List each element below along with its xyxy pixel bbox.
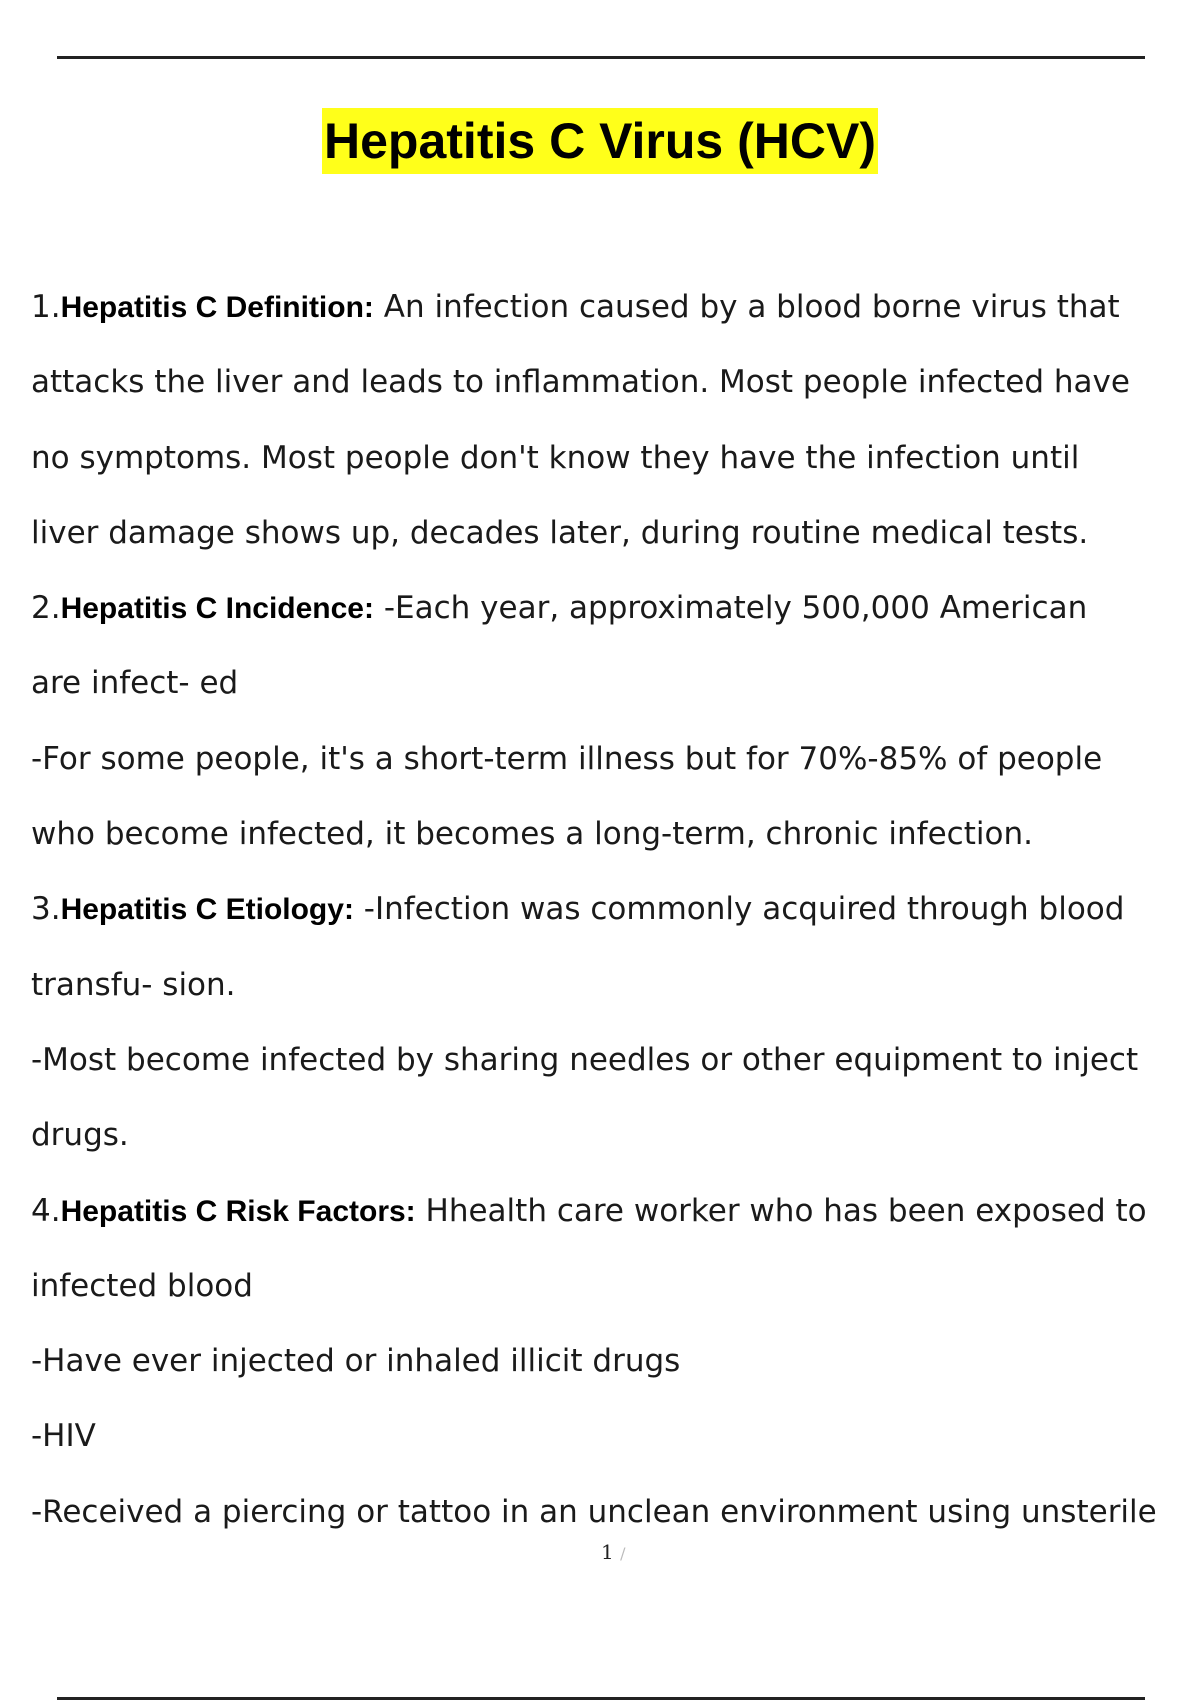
item-term: Hepatitis C Incidence: <box>60 592 374 626</box>
item-text: -Each year, approximately 500,000 American <box>373 590 1088 627</box>
item-term: Hepatitis C Definition: <box>60 291 374 324</box>
item-1-first-line <box>31 270 1200 345</box>
item-text-line: transfu- sion. <box>31 966 236 1003</box>
item-3-first-line <box>31 872 1200 947</box>
item-text: An infection caused by a blood borne virus that <box>373 289 1120 325</box>
item-term: Hepatitis C Etiology: <box>60 893 354 927</box>
title-container <box>0 108 1200 174</box>
item-text-line: -For some people, it's a short-term illness but for 70%-85% of people <box>31 740 1103 777</box>
item-4-first-line <box>31 1174 1200 1249</box>
item-text-line: infected blood <box>31 1267 253 1304</box>
item-text-line: attacks the liver and leads to inflammation. Most people infected have <box>31 364 1130 401</box>
item-term: Hepatitis C Risk Factors: <box>60 1194 416 1228</box>
page-number <box>601 1540 625 1564</box>
item-text-line: liver damage shows up, decades later, during routine medical tests. <box>31 514 1089 551</box>
item-text-line: no symptoms. Most people don't know they have the infection until <box>31 439 1080 476</box>
item-text-line: -Most become infected by sharing needles or other equipment to inject <box>31 1041 1139 1078</box>
page-separator: / <box>620 1544 626 1563</box>
item-2-first-line <box>31 571 1200 646</box>
item-number: 4. <box>31 1192 61 1229</box>
item-text-line: drugs. <box>31 1117 129 1154</box>
item-number: 2. <box>31 590 61 627</box>
document-title: Hepatitis C Virus (HCV) <box>322 108 878 174</box>
item-text-line: -HIV <box>31 1418 96 1455</box>
item-number: 1. <box>31 289 61 325</box>
item-text-line: are infect- ed <box>31 665 239 702</box>
item-text-line: -Received a piercing or tattoo in an unclean environment using unsterile <box>31 1493 1157 1530</box>
header-rule <box>57 56 1145 59</box>
page-number-value: 1 <box>601 1540 614 1564</box>
item-text-line: who become infected, it becomes a long-term, chronic infection. <box>31 816 1033 853</box>
item-text: -Infection was commonly acquired through blood <box>353 891 1125 928</box>
item-text-line: -Have ever injected or inhaled illicit drugs <box>31 1343 681 1380</box>
document-body <box>31 270 1200 1550</box>
item-text: Hhealth care worker who has been exposed to <box>415 1192 1147 1229</box>
item-number: 3. <box>31 891 61 928</box>
